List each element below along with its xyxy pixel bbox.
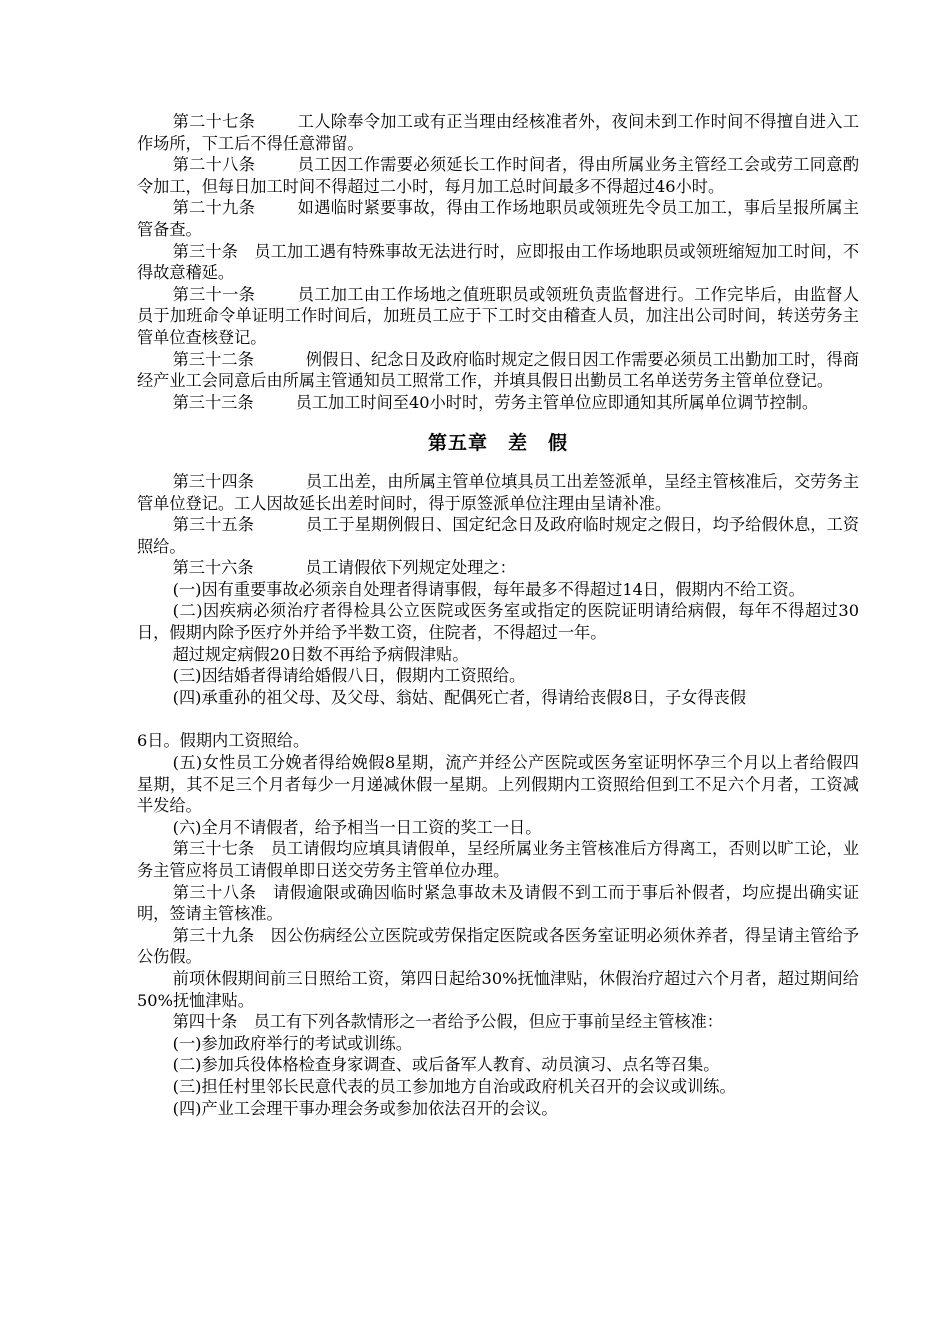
article-text: (二)因疾病必须治疗者得检具公立医院或医务室或指定的医院证明请给病假，每年不得超过30日，假期内除予医疗外并给予半数工资，住院者，不得超过一年。: [137, 601, 859, 643]
article-text: 员工加工遇有特殊事故无法进行时，应即报由工作场地职员或领班缩短加工时间，不得故意稽延。: [137, 241, 860, 283]
article-paragraph: [137, 817, 859, 839]
article-paragraph: [137, 241, 859, 284]
article-text: 员工加工时间至40小时时，劳务主管单位应即通知其所属单位调节控制。: [295, 392, 819, 412]
section-articles-27-33: [137, 111, 859, 413]
article-number: 第三十四条: [172, 471, 254, 491]
article-paragraph: [137, 925, 859, 968]
section-articles-34-36: [137, 471, 859, 709]
article-paragraph: [137, 1011, 859, 1033]
article-paragraph: [137, 882, 859, 925]
article-text: 例假日、纪念日及政府临时规定之假日因工作需要必须员工出勤加工时，得商经产业工会同意后由所属主管通知员工照常工作，并填具假日出勤员工名单送劳务主管单位登记。: [137, 349, 860, 391]
article-paragraph: [137, 644, 859, 666]
article-text: 员工请假均应填具请假单，呈经所属业务主管核准后方得离工，否则以旷工论，业务主管应将员工请假单即日送交劳务主管单位办理。: [137, 839, 860, 880]
article-number: 第二十八条: [172, 155, 256, 175]
article-paragraph: [137, 600, 859, 643]
article-text: (五)女性员工分娩者得给娩假8星期，流产并经公产医院或医务室证明怀孕三个月以上者给假四星期，其不足三个月者每少一月递减休假一星期。上列假期内工资照给但到工不足六个月者，工资减半发给。: [137, 753, 859, 816]
article-paragraph: [137, 284, 859, 349]
article-number: 第二十九条: [172, 198, 256, 218]
article-text: 因公伤病经公立医院或劳保指定医院或各医务室证明必须休养者，得呈请主管给予公伤假。: [137, 925, 860, 967]
article-paragraph: [137, 752, 859, 817]
article-paragraph: [137, 1033, 859, 1055]
article-paragraph: [137, 579, 859, 601]
article-number: 第三十二条: [172, 349, 254, 369]
article-number: 第三十六条: [172, 558, 254, 578]
article-paragraph: [137, 514, 859, 557]
article-paragraph: [137, 1076, 859, 1098]
article-paragraph: [137, 197, 859, 240]
article-text: 员工请假依下列规定处理之：: [305, 558, 516, 578]
article-text: (四)产业工会理干事办理会务或参加依法召开的会议。: [172, 1098, 558, 1118]
document-page: [137, 111, 859, 1119]
article-paragraph: [137, 349, 859, 392]
page-gap: [137, 708, 859, 730]
article-paragraph: [137, 557, 859, 579]
article-paragraph: [137, 838, 859, 881]
article-text: 工人除奉令加工或有正当理由经核准者外，夜间未到工作时间不得擅自进入工作场所，下工后不得任意滞留。: [137, 112, 860, 153]
article-number: 第三十条: [172, 241, 239, 261]
article-paragraph: [137, 968, 859, 1011]
article-paragraph: [137, 665, 859, 687]
article-text: (六)全月不请假者，给予相当一日工资的奖工一日。: [172, 817, 542, 837]
article-number: 第三十一条: [172, 284, 256, 304]
article-text: 请假逾限或确因临时紧急事故未及请假不到工而于事后补假者，均应提出确实证明，签请主管核准。: [137, 882, 860, 924]
article-paragraph: [137, 154, 859, 197]
article-text: (一)参加政府举行的考试或训练。: [172, 1033, 412, 1053]
article-number: 第三十三条: [172, 392, 254, 412]
article-text: (一)因有重要事故必须亲自处理者得请事假，每年最多不得超过14日，假期内不给工资。: [172, 579, 805, 599]
article-number: 第三十九条: [172, 925, 255, 945]
article-text: 员工于星期例假日、国定纪念日及政府临时规定之假日，均予给假休息，工资照给。: [137, 515, 860, 556]
article-text: 员工因工作需要必须延长工作时间者，得由所属业务主管经工会或劳工同意酌令加工，但每日加工时间不得超过二小时，每月加工总时间最多不得超过46小时。: [137, 155, 860, 196]
article-number: 第三十五条: [172, 515, 254, 535]
article-paragraph: [137, 1054, 859, 1076]
article-text: 超过规定病假20日数不再给予病假津贴。: [172, 644, 469, 664]
article-paragraph: [137, 1098, 859, 1120]
article-text: (二)参加兵役体格检查身家调查、或后备军人教育、动员演习、点名等召集。: [172, 1055, 720, 1075]
article-paragraph: [137, 111, 859, 154]
article-text: 如遇临时紧要事故，得由工作场地职员或领班先令员工加工，事后呈报所属主管备查。: [137, 198, 860, 239]
article-number: 第二十七条: [172, 112, 256, 131]
article-text: (三)因结婚者得请给婚假八日，假期内工资照给。: [172, 666, 526, 686]
section-articles-36-40: [137, 752, 859, 1119]
continued-line: 6日。假期内工资照给。: [137, 731, 310, 751]
article-paragraph: [137, 687, 859, 709]
article-text: 员工出差，由所属主管单位填具员工出差签派单，呈经主管核准后，交劳务主管单位登记。工人因故延长出差时间时，得于原签派单位注理由呈请补准。: [137, 471, 860, 513]
article-paragraph: [137, 471, 859, 514]
article-number: 第四十条: [172, 1012, 238, 1032]
article-text: (三)担任村里邻长民意代表的员工参加地方自治或政府机关召开的会议或训练。: [172, 1076, 736, 1096]
article-number: 第三十七条: [172, 839, 255, 859]
chapter-title: 第五章 差 假: [427, 432, 568, 455]
article-text: 员工有下列各款情形之一者给予公假，但应于事前呈经主管核准：: [253, 1012, 723, 1032]
article-text: 员工加工由工作场地之值班职员或领班负责监督进行。工作完毕后，由监督人员于加班命令单证明工作时间后，加班员工应于下工时交由稽查人员，加注出公司时间，转送劳务主管单位查核登记。: [137, 284, 860, 347]
article-text: (四)承重孙的祖父母、及父母、翁姑、配偶死亡者，得请给丧假8日，子女得丧假: [172, 687, 746, 707]
article-number: 第三十八条: [172, 882, 257, 902]
article-paragraph: [137, 392, 859, 414]
article-text: 前项休假期间前三日照给工资，第四日起给30%抚恤津贴，休假治疗超过六个月者，超过期间给50%抚恤津贴。: [137, 968, 859, 1010]
